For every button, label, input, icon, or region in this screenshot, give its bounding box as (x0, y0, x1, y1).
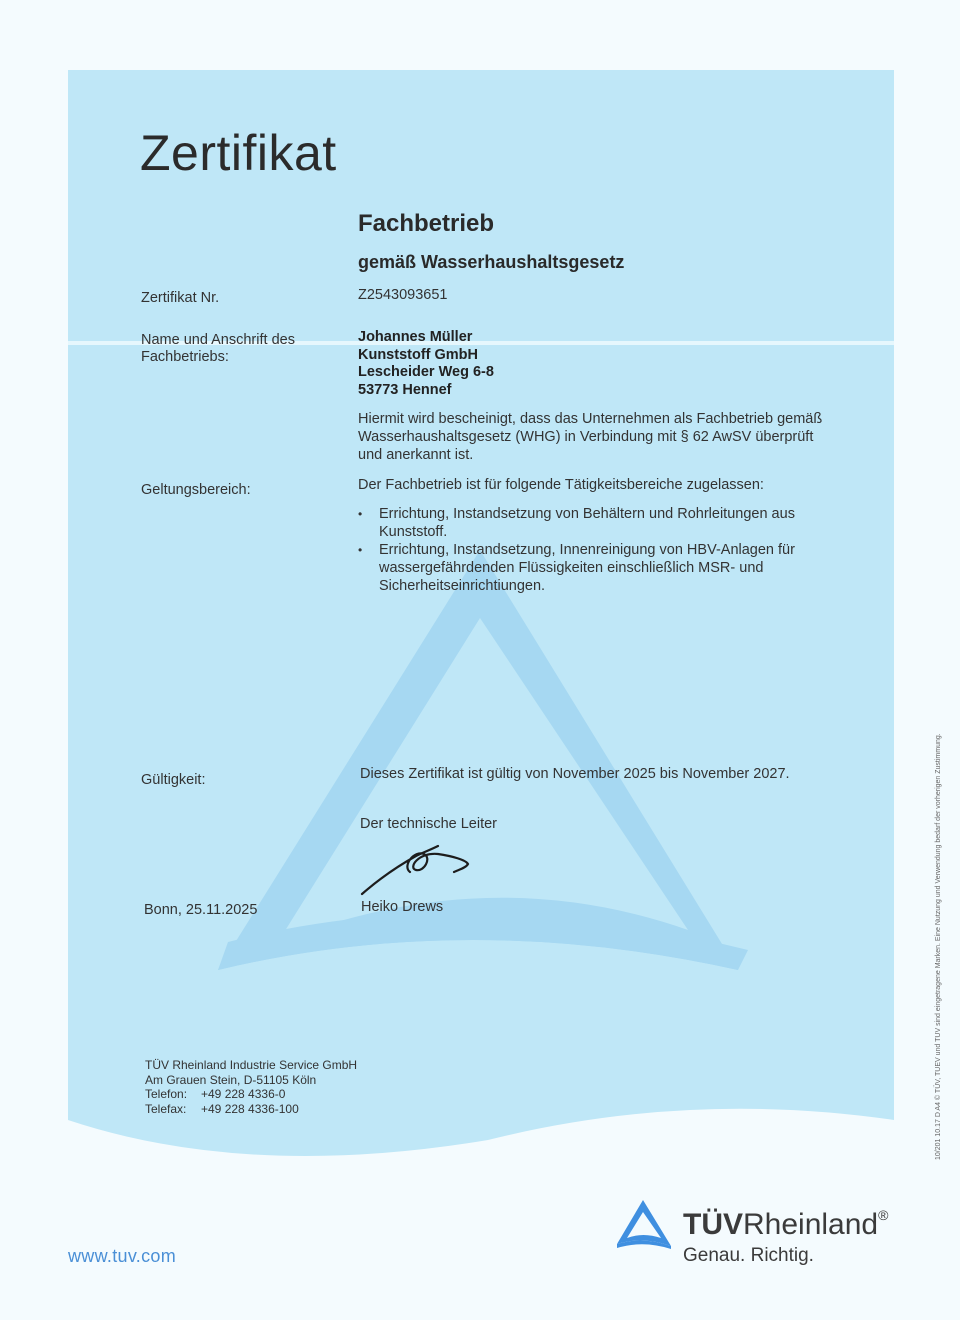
tuv-brand-wordmark (683, 1207, 888, 1242)
website-link[interactable]: www.tuv.com (68, 1246, 176, 1266)
phone-value: +49 228 4336-0 (201, 1087, 286, 1101)
validity-label: Gültigkeit: (141, 772, 206, 788)
certificate-subheading: gemäß Wasserhaushaltsgesetz (358, 252, 625, 272)
signer-name: Heiko Drews (361, 899, 444, 915)
certificate-number-value: Z2543093651 (358, 287, 448, 303)
certificate-number-label: Zertifikat Nr. (141, 290, 220, 306)
validity-text: Dieses Zertifikat ist gültig von November 2025 bis November 2027. (360, 766, 790, 782)
company-label-line1: Name und Anschrift des (141, 332, 295, 348)
scope-intro: Der Fachbetrieb ist für folgende Tätigkeitsbereiche zugelassen: (358, 477, 764, 493)
company-address (358, 329, 494, 399)
scope-item: • Errichtung, Instandsetzung von Behältern und Rohrleitungen aus Kunststoff. (358, 505, 828, 541)
company-street: Lescheider Weg 6-8 (358, 364, 494, 380)
certificate-title: Zertifikat (140, 125, 337, 181)
company-label-line2: Fachbetriebs: (141, 349, 229, 365)
issuer-name: TÜV Rheinland Industrie Service GmbH (145, 1058, 358, 1072)
phone-label: Telefon: (145, 1087, 188, 1101)
brand-slogan: Genau. Richtig. (683, 1245, 814, 1266)
scope-list-container (358, 505, 828, 595)
scope-label: Geltungsbereich: (141, 482, 251, 498)
registered-mark: ® (878, 1207, 889, 1223)
scope-list (358, 505, 828, 595)
issuer-fax-row (145, 1102, 357, 1117)
issuer-phone-row (145, 1087, 357, 1102)
place-date: Bonn, 25.11.2025 (144, 902, 258, 918)
fax-label: Telefax: (145, 1101, 187, 1116)
signature-icon (358, 836, 478, 898)
issuer-address (145, 1058, 357, 1116)
brand-rest: Rheinland (743, 1208, 879, 1241)
tuv-triangle-logo-icon (615, 1198, 673, 1250)
certification-statement: Hiermit wird bescheinigt, dass das Unternehmen als Fachbetrieb gemäß Wasserhaushaltsgesetz (WHG) in Verbindung mit § 62 AwSV überprüft und anerkannt ist. (358, 411, 823, 463)
signer-role: Der technische Leiter (360, 816, 498, 832)
scope-item: • Errichtung, Instandsetzung, Innenreinigung von HBV-Anlagen für wassergefährdenden Flüssigkeiten einschließlich MSR- und Sicherheitseinrichtiungen. (358, 541, 828, 595)
fax-value: +49 228 4336-100 (201, 1101, 299, 1116)
company-city: 53773 Hennef (358, 381, 452, 398)
company-name-line1: Johannes Müller (358, 329, 473, 345)
legal-note-vertical: 10/201 10.17 D A4 © TÜV, TUEV und TUV sind eingetragene Marken. Eine Nutzung und Verwendung bedarf der vorherigen Zustimmung. (935, 733, 942, 1160)
brand-bold: TÜV (683, 1208, 743, 1241)
issuer-street: Am Grauen Stein, D-51105 Köln (145, 1072, 317, 1087)
company-name-line2: Kunststoff GmbH (358, 346, 479, 363)
certificate-heading: Fachbetrieb (358, 210, 495, 237)
company-label (141, 332, 295, 366)
